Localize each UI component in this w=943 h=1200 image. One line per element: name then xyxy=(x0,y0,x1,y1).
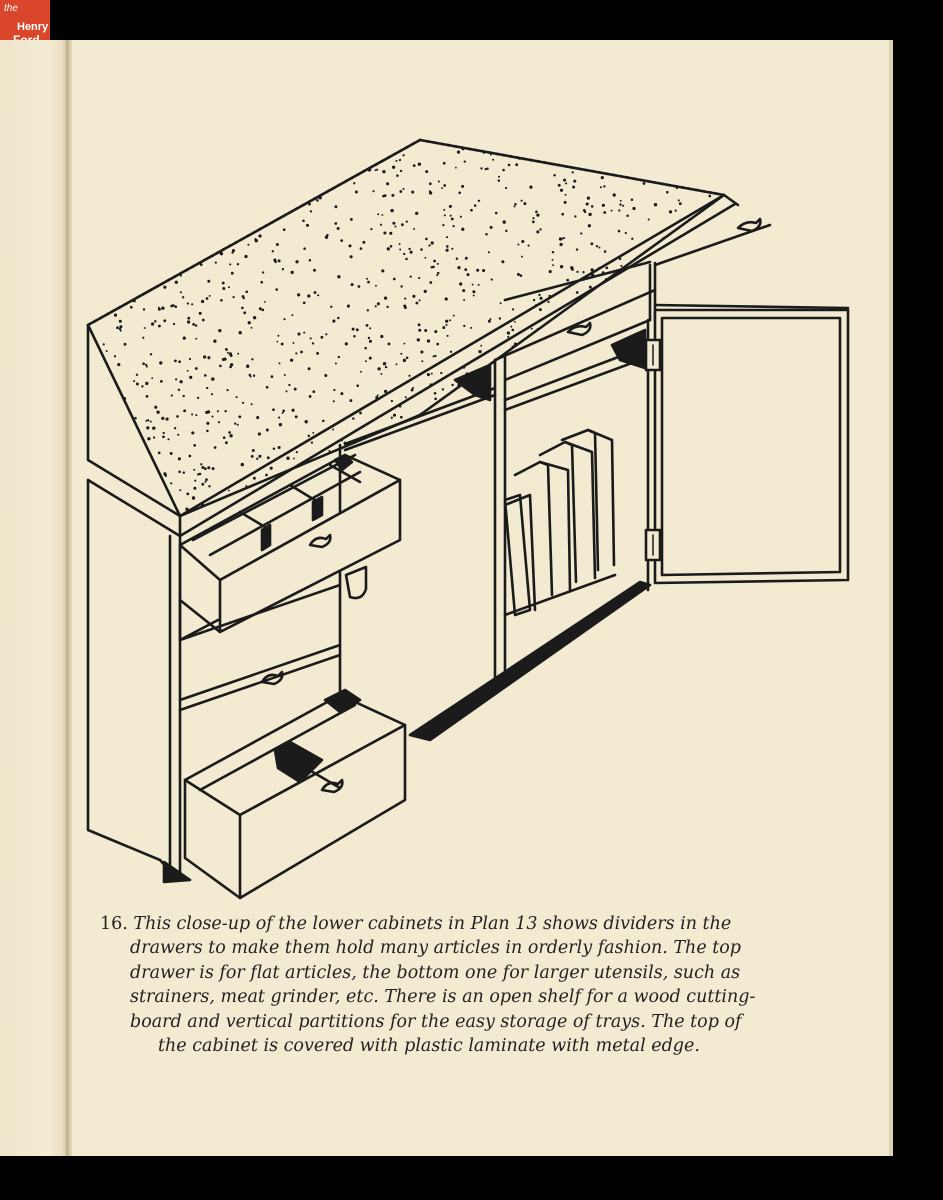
caption-line-4: strainers, meat grinder, etc. There is an open shelf for a wood cutting- xyxy=(130,987,756,1008)
drawer-pull xyxy=(568,323,590,335)
caption-line-5: board and vertical partitions for the easy storage of trays. The top of xyxy=(130,1011,742,1032)
logo-the: the xyxy=(4,3,18,14)
figure-number: 16. xyxy=(100,914,128,934)
book-page xyxy=(0,40,893,1156)
tray-partitions xyxy=(505,430,615,615)
caption-line-6: the cabinet is covered with plastic laminate with metal edge. xyxy=(158,1036,700,1057)
caption-line-2: drawers to make them hold many articles in orderly fashion. The top xyxy=(130,938,742,959)
door-handle xyxy=(346,567,366,598)
cabinet-illustration xyxy=(0,40,893,920)
caption-line-3: drawer is for flat articles, the bottom one for larger utensils, such as xyxy=(130,962,741,983)
open-right-door xyxy=(646,225,848,590)
caption-line-1: 16. This close-up of the lower cabinets in Plan 13 shows dividers in the xyxy=(100,914,732,934)
bottom-drawer xyxy=(185,690,405,898)
logo-henry: Henry xyxy=(17,21,49,33)
figure-caption xyxy=(100,912,815,1058)
